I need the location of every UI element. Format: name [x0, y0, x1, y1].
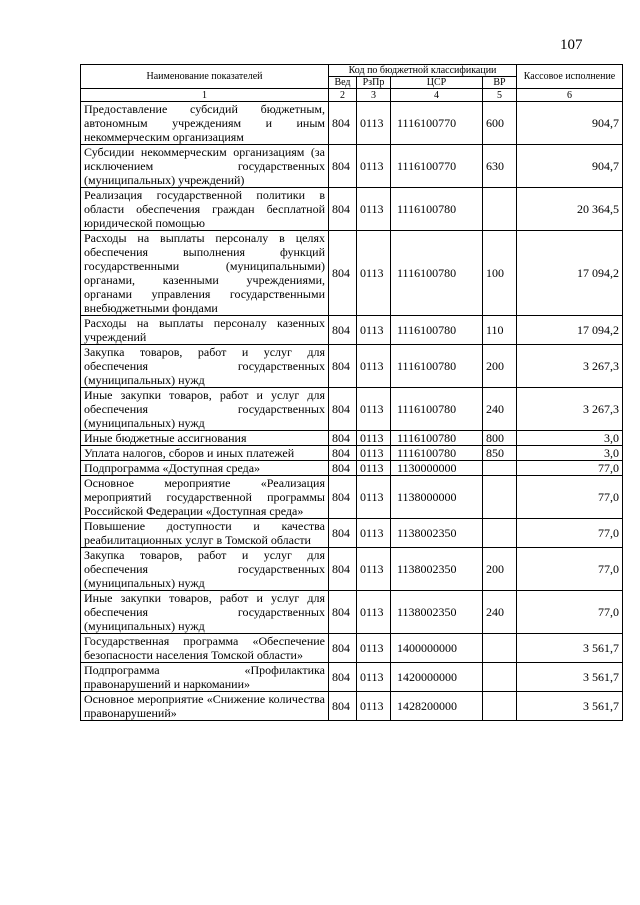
- row-vr: 240: [483, 388, 517, 431]
- table-row: [81, 446, 623, 461]
- table-row: [81, 663, 623, 692]
- table-row: [81, 476, 623, 519]
- row-name: Иные закупки товаров, работ и услуг для обеспечения государственных (муниципальных) нужд: [81, 388, 329, 431]
- row-ved: 804: [329, 634, 357, 663]
- row-vr: 100: [483, 231, 517, 316]
- column-number: 3: [357, 89, 391, 102]
- row-name: Подпрограмма «Профилактика правонарушений и наркомании»: [81, 663, 329, 692]
- row-name: Основное мероприятие «Реализация мероприятий государственной программы Российской Федерации «Доступная среда»: [81, 476, 329, 519]
- row-name: Закупка товаров, работ и услуг для обеспечения государственных (муниципальных) нужд: [81, 345, 329, 388]
- row-csr: 1116100780: [391, 345, 483, 388]
- row-name: Реализация государственной политики в области обеспечения граждан бесплатной юридической помощью: [81, 188, 329, 231]
- table-row: [81, 345, 623, 388]
- row-ved: 804: [329, 446, 357, 461]
- table-row: [81, 316, 623, 345]
- row-amount: 77,0: [517, 548, 623, 591]
- row-ved: 804: [329, 476, 357, 519]
- row-vr: [483, 461, 517, 476]
- row-ved: 804: [329, 388, 357, 431]
- table-row: [81, 188, 623, 231]
- row-rzpr: 0113: [357, 188, 391, 231]
- row-amount: 17 094,2: [517, 231, 623, 316]
- row-vr: [483, 519, 517, 548]
- row-ved: 804: [329, 188, 357, 231]
- row-csr: 1138002350: [391, 548, 483, 591]
- row-amount: 904,7: [517, 145, 623, 188]
- row-ved: 804: [329, 345, 357, 388]
- row-rzpr: 0113: [357, 591, 391, 634]
- row-rzpr: 0113: [357, 431, 391, 446]
- column-number: 4: [391, 89, 483, 102]
- row-csr: 1116100780: [391, 231, 483, 316]
- row-rzpr: 0113: [357, 692, 391, 721]
- row-amount: 3,0: [517, 446, 623, 461]
- row-csr: 1116100780: [391, 431, 483, 446]
- row-vr: 600: [483, 102, 517, 145]
- column-number: 6: [517, 89, 623, 102]
- row-csr: 1116100770: [391, 102, 483, 145]
- row-ved: 804: [329, 461, 357, 476]
- header-csr: ЦСР: [391, 77, 483, 89]
- row-csr: 1116100770: [391, 145, 483, 188]
- table-row: [81, 461, 623, 476]
- row-amount: 3 267,3: [517, 388, 623, 431]
- row-name: Закупка товаров, работ и услуг для обеспечения государственных (муниципальных) нужд: [81, 548, 329, 591]
- row-ved: 804: [329, 231, 357, 316]
- row-rzpr: 0113: [357, 231, 391, 316]
- row-vr: 240: [483, 591, 517, 634]
- row-amount: 77,0: [517, 461, 623, 476]
- row-csr: 1116100780: [391, 316, 483, 345]
- row-amount: 3,0: [517, 431, 623, 446]
- row-rzpr: 0113: [357, 145, 391, 188]
- table-row: [81, 102, 623, 145]
- row-csr: 1420000000: [391, 663, 483, 692]
- row-amount: 77,0: [517, 476, 623, 519]
- table-row: [81, 519, 623, 548]
- row-rzpr: 0113: [357, 102, 391, 145]
- row-rzpr: 0113: [357, 345, 391, 388]
- row-ved: 804: [329, 548, 357, 591]
- row-name: Расходы на выплаты персоналу казенных учреждений: [81, 316, 329, 345]
- row-name: Государственная программа «Обеспечение безопасности населения Томской области»: [81, 634, 329, 663]
- row-vr: [483, 634, 517, 663]
- row-name: Уплата налогов, сборов и иных платежей: [81, 446, 329, 461]
- header-name: Наименование показателей: [81, 65, 329, 89]
- row-csr: 1400000000: [391, 634, 483, 663]
- row-vr: 200: [483, 345, 517, 388]
- row-csr: 1116100780: [391, 388, 483, 431]
- row-vr: 850: [483, 446, 517, 461]
- row-name: Основное мероприятие «Снижение количества правонарушений»: [81, 692, 329, 721]
- row-csr: 1116100780: [391, 188, 483, 231]
- row-vr: 200: [483, 548, 517, 591]
- row-ved: 804: [329, 663, 357, 692]
- row-vr: 110: [483, 316, 517, 345]
- row-rzpr: 0113: [357, 476, 391, 519]
- row-amount: 77,0: [517, 591, 623, 634]
- page-number: 107: [560, 37, 583, 53]
- row-amount: 20 364,5: [517, 188, 623, 231]
- row-csr: 1116100780: [391, 446, 483, 461]
- row-ved: 804: [329, 591, 357, 634]
- row-amount: 3 561,7: [517, 634, 623, 663]
- row-rzpr: 0113: [357, 316, 391, 345]
- row-ved: 804: [329, 519, 357, 548]
- row-vr: 630: [483, 145, 517, 188]
- row-csr: 1130000000: [391, 461, 483, 476]
- table-row: [81, 431, 623, 446]
- column-number: 5: [483, 89, 517, 102]
- row-vr: [483, 188, 517, 231]
- row-amount: 3 561,7: [517, 663, 623, 692]
- row-amount: 3 267,3: [517, 345, 623, 388]
- row-rzpr: 0113: [357, 446, 391, 461]
- row-name: Подпрограмма «Доступная среда»: [81, 461, 329, 476]
- table-row: [81, 548, 623, 591]
- header-amount: Кассовое исполнение: [517, 65, 623, 89]
- row-amount: 77,0: [517, 519, 623, 548]
- row-name: Повышение доступности и качества реабилитационных услуг в Томской области: [81, 519, 329, 548]
- row-csr: 1138002350: [391, 519, 483, 548]
- row-rzpr: 0113: [357, 663, 391, 692]
- table-row: [81, 634, 623, 663]
- header-vr: ВР: [483, 77, 517, 89]
- row-ved: 804: [329, 431, 357, 446]
- row-amount: 3 561,7: [517, 692, 623, 721]
- budget-table: [80, 64, 623, 721]
- table-row: [81, 692, 623, 721]
- row-ved: 804: [329, 316, 357, 345]
- row-amount: 904,7: [517, 102, 623, 145]
- row-ved: 804: [329, 145, 357, 188]
- row-name: Расходы на выплаты персоналу в целях обеспечения выполнения функций государственными (муниципальными) органами, казенными учреждениями, органами управления государственными внебюджетными фондами: [81, 231, 329, 316]
- row-vr: 800: [483, 431, 517, 446]
- row-csr: 1138000000: [391, 476, 483, 519]
- row-rzpr: 0113: [357, 634, 391, 663]
- header-rzpr: РзПр: [357, 77, 391, 89]
- table-row: [81, 388, 623, 431]
- column-number: 1: [81, 89, 329, 102]
- row-vr: [483, 692, 517, 721]
- row-ved: 804: [329, 102, 357, 145]
- row-rzpr: 0113: [357, 461, 391, 476]
- table-row: [81, 231, 623, 316]
- row-name: Субсидии некоммерческим организациям (за исключением государственных (муниципальных) учреждений): [81, 145, 329, 188]
- row-name: Иные закупки товаров, работ и услуг для обеспечения государственных (муниципальных) нужд: [81, 591, 329, 634]
- header-ved: Вед: [329, 77, 357, 89]
- row-csr: 1428200000: [391, 692, 483, 721]
- table-row: [81, 591, 623, 634]
- row-amount: 17 094,2: [517, 316, 623, 345]
- row-vr: [483, 476, 517, 519]
- column-number: 2: [329, 89, 357, 102]
- header-code-group: Код по бюджетной классификации: [329, 65, 517, 77]
- row-name: Предоставление субсидий бюджетным, автономным учреждениям и иным некоммерческим организациям: [81, 102, 329, 145]
- row-csr: 1138002350: [391, 591, 483, 634]
- row-name: Иные бюджетные ассигнования: [81, 431, 329, 446]
- row-ved: 804: [329, 692, 357, 721]
- table-row: [81, 145, 623, 188]
- row-rzpr: 0113: [357, 548, 391, 591]
- row-vr: [483, 663, 517, 692]
- row-rzpr: 0113: [357, 388, 391, 431]
- row-rzpr: 0113: [357, 519, 391, 548]
